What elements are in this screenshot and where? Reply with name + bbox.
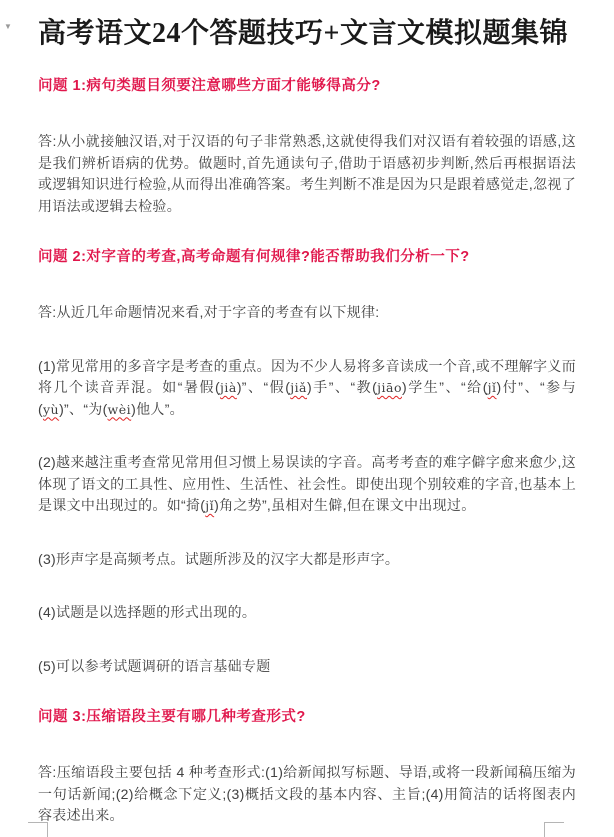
answer-text: )角之势”,虽相对生僻,但在课文中出现过。 xyxy=(214,497,476,513)
pinyin-annotation: jǐ xyxy=(487,380,497,395)
question-heading: 问题 2:对字音的考查,高考命题有何规律?能否帮助我们分析一下? xyxy=(38,249,470,265)
answer-paragraph xyxy=(38,549,576,571)
question-heading: 问题 1:病句类题目须要注意哪些方面才能够得高分? xyxy=(38,78,381,94)
answer-text: )手”、“教( xyxy=(307,379,378,395)
pinyin-annotation: jiāo xyxy=(377,380,402,395)
answer-paragraph xyxy=(38,356,576,421)
answer-text: )学生”、“给( xyxy=(402,379,488,395)
answer-text: )付”、“参与( xyxy=(38,379,576,417)
pinyin-annotation: yù xyxy=(42,401,60,417)
page-margin-mark-bottom-right xyxy=(544,822,564,837)
question-heading: 问题 3:压缩语段主要有哪几种考查形式? xyxy=(38,709,306,725)
answer-paragraph xyxy=(38,302,576,324)
pinyin-annotation: jiǎ xyxy=(290,380,308,395)
answer-text: (4)试题是以选择题的形式出现的。 xyxy=(38,604,257,620)
answer-text: (3)形声字是高频考点。试题所涉及的汉字大都是形声字。 xyxy=(38,550,400,567)
answer-paragraph xyxy=(38,762,576,827)
pinyin-annotation: jǐ xyxy=(205,498,215,513)
collapse-arrow-icon[interactable]: ▼ xyxy=(4,22,12,31)
qa-sections xyxy=(38,78,576,827)
answer-text: )”、“为( xyxy=(59,400,108,417)
answer-text: (5)可以参考试题调研的语言基础专题 xyxy=(38,657,271,674)
answer-text: (2)越来越注重考查常见常用但习惯上易误读的字音。高考考查的难字僻字愈来愈少,这体现了语文的工具性、应用性、生活性、社会性。即使出现个别较难的字音,也基本上是课文中出现过的。如“掎( xyxy=(38,454,576,513)
answer-text: (1)常见常用的多音字是考查的重点。因为不少人易将多音读成一个音,或不理解字义而将几个读音弄混。如“暑假( xyxy=(38,357,576,395)
pinyin-annotation: wèi xyxy=(107,401,132,417)
answer-text: 答:从小就接触汉语,对于汉语的句子非常熟悉,这就使得我们对汉语有着较强的语感,这是我们辨析语病的优势。做题时,首先通读句子,借助于语感初步判断,然后再根据语法或逻辑知识进行检验,从而得出准确答案。考生判断不准是因为只是跟着感觉走,忽视了用语法或逻辑去检验。 xyxy=(38,133,576,214)
answer-paragraph xyxy=(38,602,576,624)
answer-paragraph xyxy=(38,656,576,678)
answer-text: )他人”。 xyxy=(131,400,184,417)
page-margin-mark-bottom-left xyxy=(28,822,48,837)
page-title: 高考语文24个答题技巧+文言文模拟题集锦 xyxy=(38,18,568,49)
answer-text: 答:压缩语段主要包括 4 种考查形式:(1)给新闻拟写标题、导语,或将一段新闻稿压缩为一句话新闻;(2)给概念下定义;(3)概括文段的基本内容、主旨;(4)用简洁的话将图表内容表述出来。 xyxy=(38,764,576,823)
pinyin-annotation: jià xyxy=(219,380,237,395)
answer-paragraph xyxy=(38,452,576,517)
answer-paragraph xyxy=(38,131,576,217)
answer-text: 答:从近几年命题情况来看,对于字音的考查有以下规律: xyxy=(38,304,380,320)
answer-text: )”、“假( xyxy=(236,379,291,395)
